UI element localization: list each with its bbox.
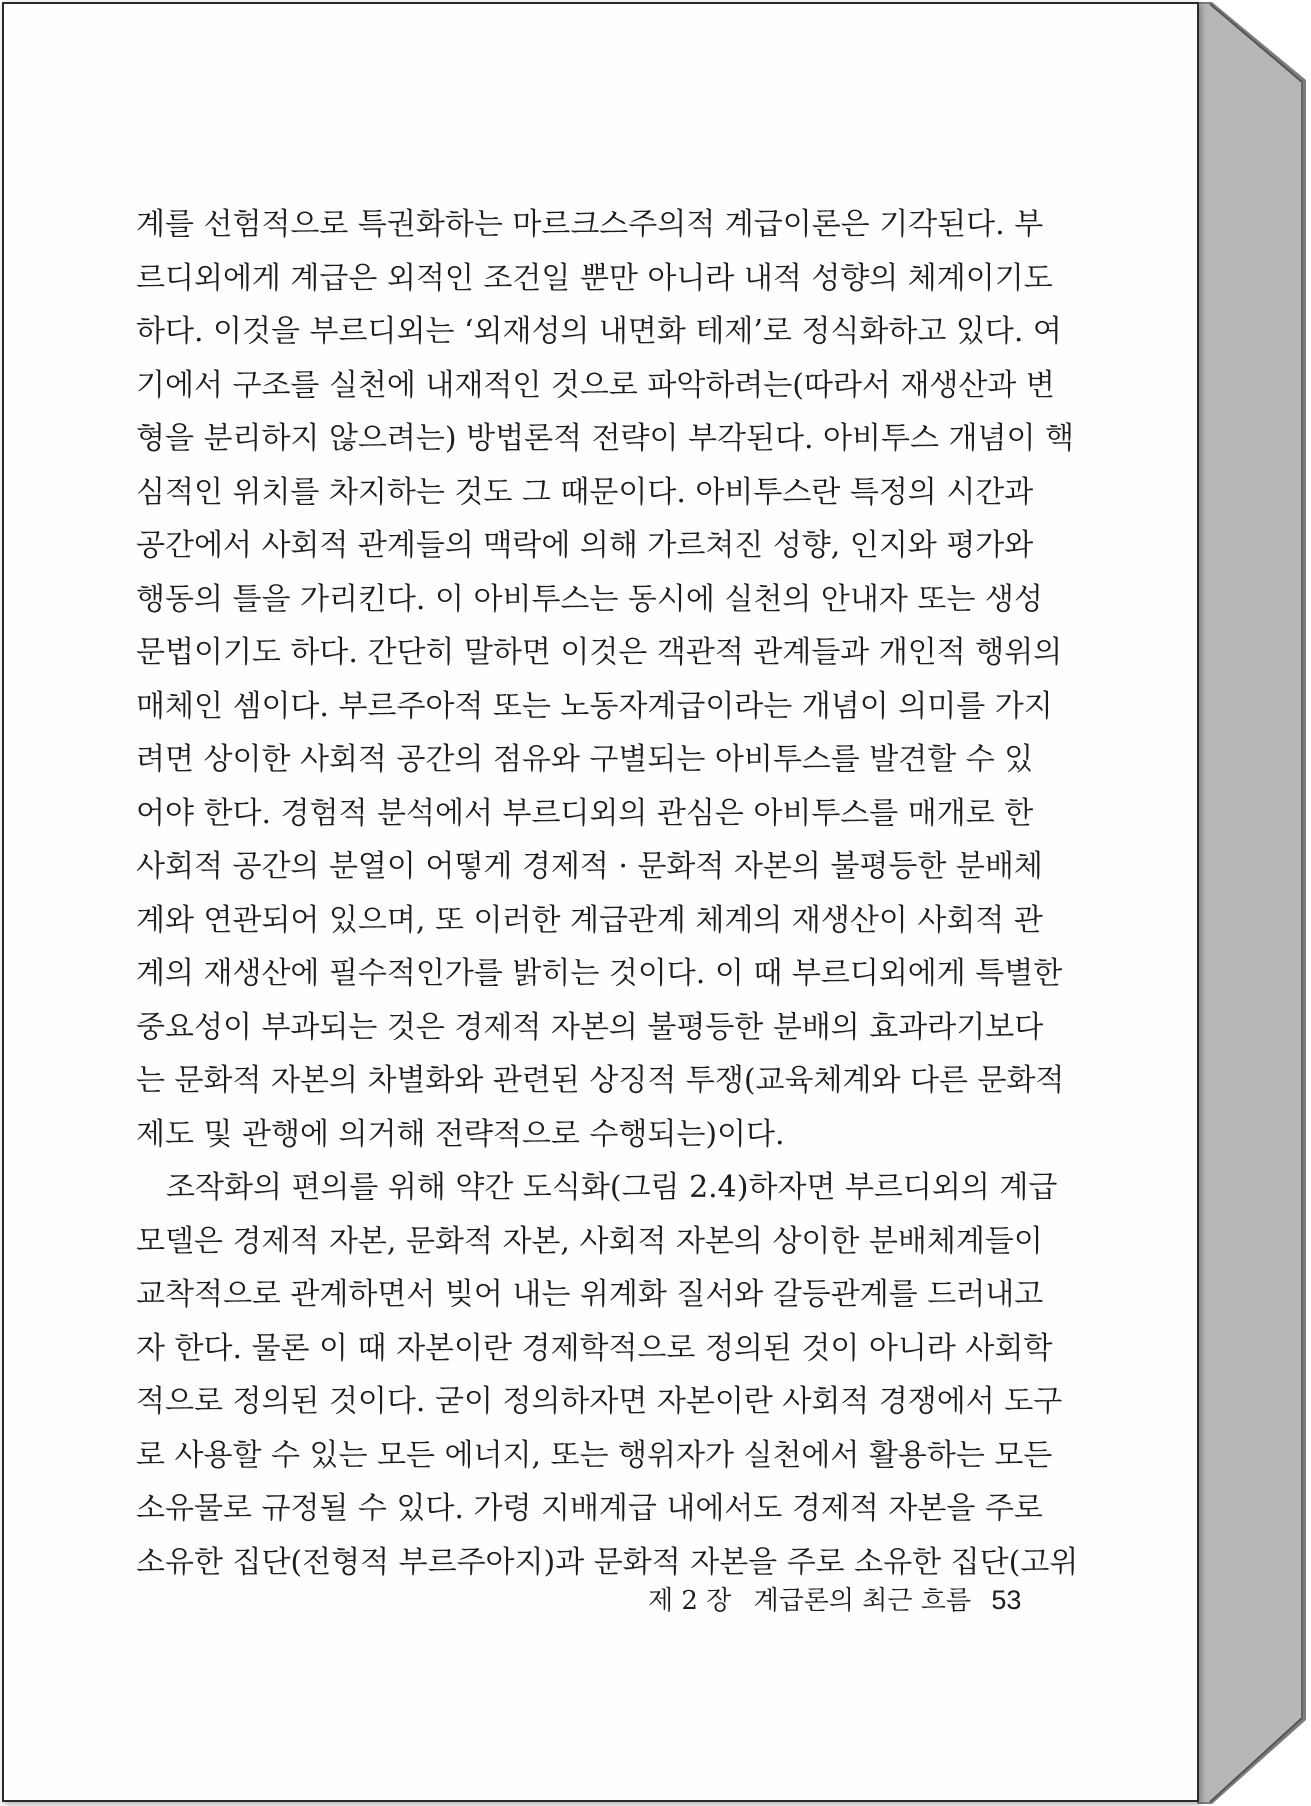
text-line: 조작화의 편의를 위해 약간 도식화(그림 2.4)하자면 부르디외의 계급 <box>166 1170 1058 1205</box>
text-line: 어야 한다. 경험적 분석에서 부르디외의 관심은 아비투스를 매개로 한 <box>136 795 1034 831</box>
footer-chapter: 제 2 장 <box>648 1586 732 1616</box>
text-line: 는 문화적 자본의 차별화와 관련된 상징적 투쟁(교육체계와 다른 문화적 <box>136 1063 1065 1098</box>
text-line: 계를 선험적으로 특권화하는 마르크스주의적 계급이론은 기각된다. 부 <box>136 207 1044 242</box>
text-line: 자 한다. 물론 이 때 자본이란 경제학적으로 정의된 것이 아니라 사회학 <box>136 1330 1053 1366</box>
text-line: 문법이기도 하다. 간단히 말하면 이것은 객관적 관계들과 개인적 행위의 <box>136 635 1063 670</box>
text-line: 계의 재생산에 필수적인가를 밝히는 것이다. 이 때 부르디외에게 특별한 <box>136 956 1063 991</box>
text-line: 심적인 위치를 차지하는 것도 그 때문이다. 아비투스란 특정의 시간과 <box>136 474 1034 510</box>
text-line: 모델은 경제적 자본, 문화적 자본, 사회적 자본의 상이한 분배체계들이 <box>136 1223 1043 1259</box>
text-line: 교착적으로 관계하면서 빚어 내는 위계화 질서와 갈등관계를 드러내고 <box>136 1277 1044 1312</box>
paragraph <box>136 198 1074 1161</box>
text-line: 사회적 공간의 분열이 어떻게 경제적 · 문화적 자본의 불평등한 분배체 <box>136 849 1043 884</box>
text-line: 공간에서 사회적 관계들의 맥락에 의해 가르쳐진 성향, 인지와 평가와 <box>136 528 1034 563</box>
text-line: 로 사용할 수 있는 모든 에너지, 또는 행위자가 실천에서 활용하는 모든 <box>136 1437 1053 1473</box>
text-line: 제도 및 관행에 의거해 전략적으로 수행되는)이다. <box>136 1116 785 1152</box>
text-line: 계와 연관되어 있으며, 또 이러한 계급관계 체계의 재생산이 사회적 관 <box>136 902 1043 938</box>
text-line: 르디외에게 계급은 외적인 조건일 뿐만 아니라 내적 성향의 체계이기도 <box>136 260 1053 296</box>
text-line: 려면 상이한 사회적 공간의 점유와 구별되는 아비투스를 발견할 수 있 <box>136 742 1034 777</box>
text-line: 행동의 틀을 가리킨다. 이 아비투스는 동시에 실천의 안내자 또는 생성 <box>136 581 1043 617</box>
text-line: 적으로 정의된 것이다. 굳이 정의하자면 자본이란 사회적 경쟁에서 도구 <box>136 1384 1063 1419</box>
footer-title: 계급론의 최근 흐름 <box>753 1586 972 1616</box>
text-line: 매체인 셈이다. 부르주아적 또는 노동자계급이라는 개념이 의미를 가지 <box>136 688 1053 724</box>
text-line: 형을 분리하지 않으려는) 방법론적 전략이 부각된다. 아비투스 개념이 핵 <box>136 421 1074 456</box>
text-line: 소유물로 규정될 수 있다. 가령 지배계급 내에서도 경제적 자본을 주로 <box>136 1491 1043 1526</box>
text-line: 하다. 이것을 부르디외는 ‘외재성의 내면화 테제’로 정식화하고 있다. 여 <box>136 314 1062 349</box>
text-line: 기에서 구조를 실천에 내재적인 것으로 파악하려는(따라서 재생산과 변 <box>136 367 1055 403</box>
page-number: 53 <box>991 1585 1022 1615</box>
body-text <box>136 198 1079 1589</box>
text-line: 중요성이 부과되는 것은 경제적 자본의 불평등한 분배의 효과라기보다 <box>136 1009 1044 1045</box>
paragraph <box>136 1161 1079 1589</box>
running-footer <box>648 1580 1022 1617</box>
text-line: 소유한 집단(전형적 부르주아지)과 문화적 자본을 주로 소유한 집단(고위 <box>136 1544 1079 1580</box>
